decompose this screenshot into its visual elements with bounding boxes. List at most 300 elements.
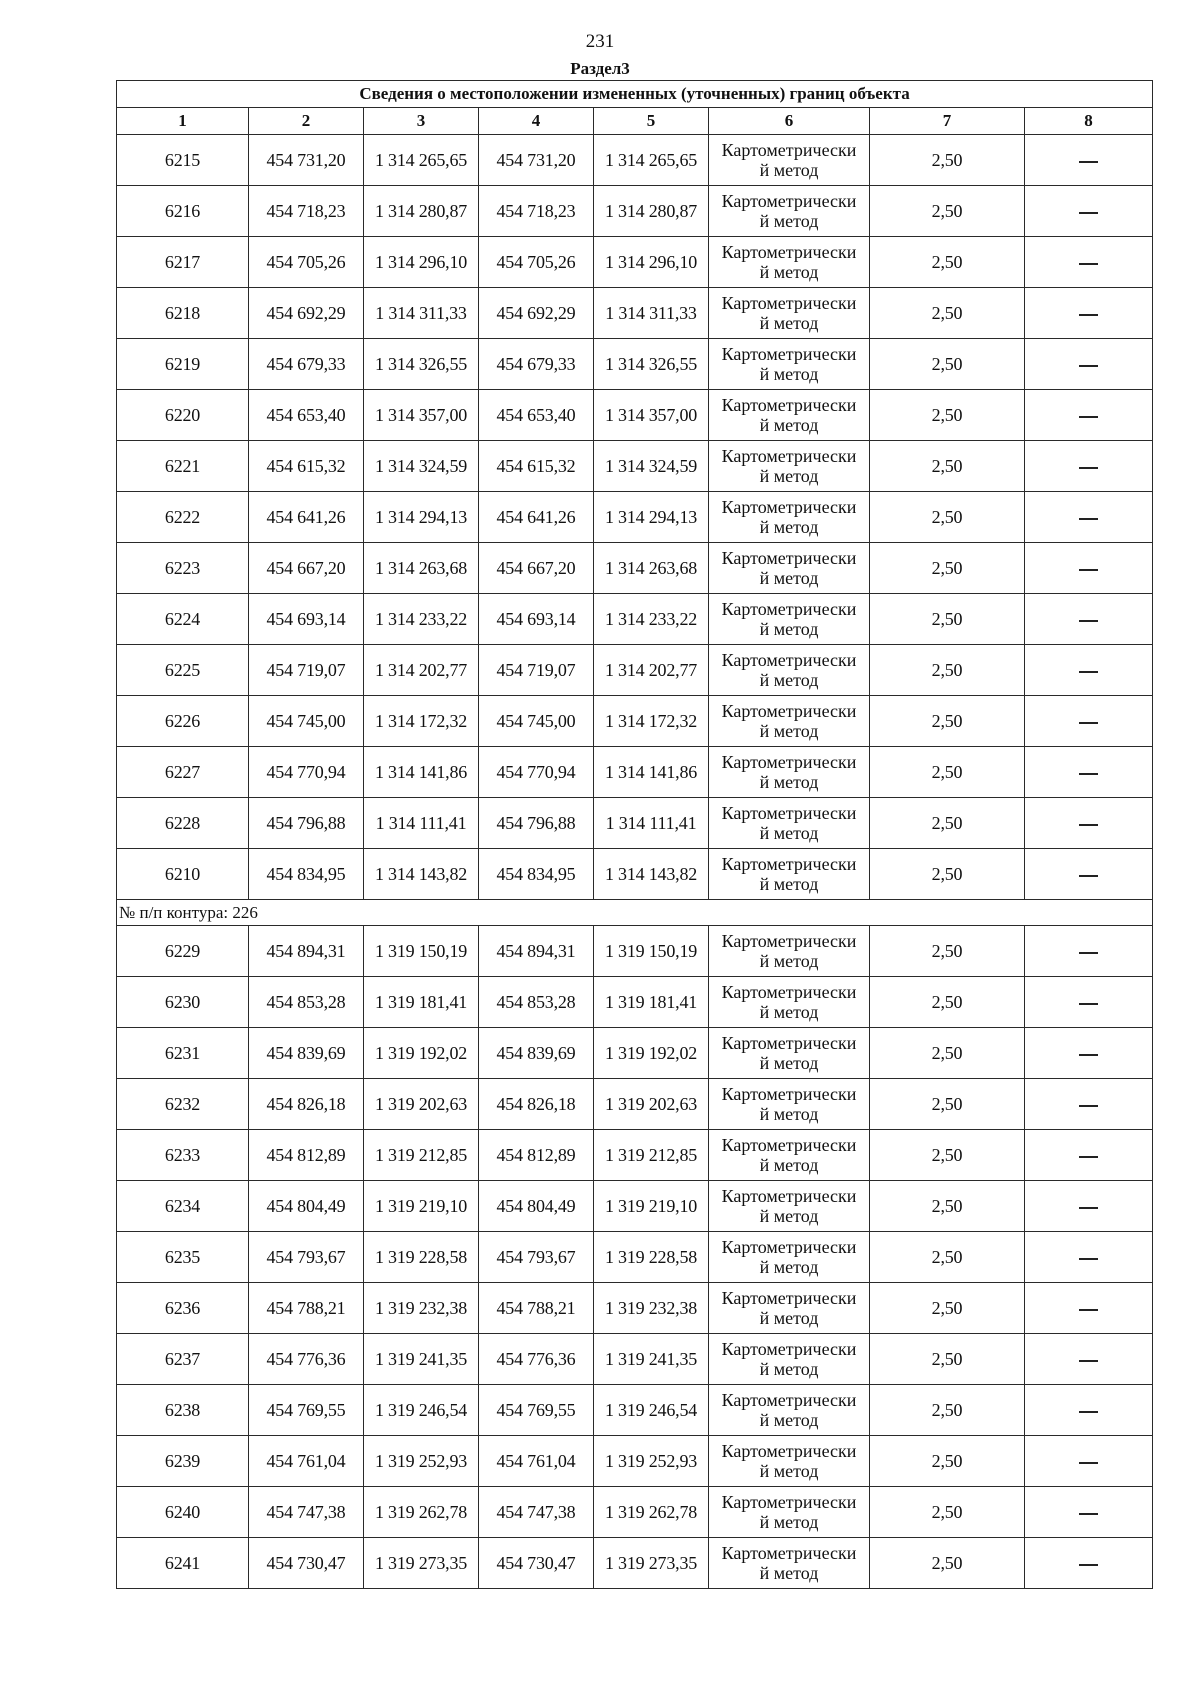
y-coordinate-existing: 1 319 246,54: [364, 1385, 479, 1436]
method-line-1: Картометрически: [721, 803, 857, 823]
method-line-2: й метод: [759, 1053, 819, 1073]
point-number: 6228: [117, 798, 249, 849]
x-coordinate-existing: 454 770,94: [249, 747, 364, 798]
determination-method: [709, 492, 870, 543]
method-line-1: Картометрически: [721, 497, 857, 517]
accuracy-value: 2,50: [870, 747, 1025, 798]
determination-method: [709, 1232, 870, 1283]
method-line-2: й метод: [759, 721, 819, 741]
y-coordinate-existing: 1 319 150,19: [364, 926, 479, 977]
y-coordinate-refined: 1 319 246,54: [594, 1385, 709, 1436]
x-coordinate-existing: 454 653,40: [249, 390, 364, 441]
dash-mark: [1079, 569, 1098, 570]
table-caption: Сведения о местоположении измененных (уточненных) границ объекта: [117, 81, 1153, 108]
dash-mark: [1079, 1156, 1098, 1157]
accuracy-value: 2,50: [870, 1436, 1025, 1487]
description: [1025, 492, 1153, 543]
section-title: Раздел3: [570, 59, 630, 78]
point-number: 6226: [117, 696, 249, 747]
dash-mark: [1079, 671, 1098, 672]
x-coordinate-existing: 454 834,95: [249, 849, 364, 900]
accuracy-value: 2,50: [870, 594, 1025, 645]
column-number: 4: [479, 108, 594, 135]
y-coordinate-refined: 1 314 311,33: [594, 288, 709, 339]
method-line-1: Картометрически: [721, 701, 857, 721]
dash-mark: [1079, 1258, 1098, 1259]
point-number: 6239: [117, 1436, 249, 1487]
determination-method: [709, 390, 870, 441]
y-coordinate-existing: 1 319 219,10: [364, 1181, 479, 1232]
y-coordinate-refined: 1 319 252,93: [594, 1436, 709, 1487]
x-coordinate-refined: 454 730,47: [479, 1538, 594, 1589]
description: [1025, 1385, 1153, 1436]
table-row: [117, 1232, 1153, 1283]
dash-mark: [1079, 1411, 1098, 1412]
accuracy-value: 2,50: [870, 977, 1025, 1028]
table-row: [117, 1283, 1153, 1334]
method-line-2: й метод: [759, 1308, 819, 1328]
table-row: [117, 594, 1153, 645]
x-coordinate-existing: 454 769,55: [249, 1385, 364, 1436]
determination-method: [709, 441, 870, 492]
point-number: 6219: [117, 339, 249, 390]
y-coordinate-existing: 1 314 296,10: [364, 237, 479, 288]
x-coordinate-refined: 454 641,26: [479, 492, 594, 543]
x-coordinate-existing: 454 641,26: [249, 492, 364, 543]
dash-mark: [1079, 1462, 1098, 1463]
method-line-2: й метод: [759, 823, 819, 843]
method-line-1: Картометрически: [721, 191, 857, 211]
method-line-1: Картометрически: [721, 982, 857, 1002]
determination-method: [709, 645, 870, 696]
determination-method: [709, 594, 870, 645]
y-coordinate-refined: 1 314 280,87: [594, 186, 709, 237]
determination-method: [709, 1283, 870, 1334]
table-row: [117, 798, 1153, 849]
point-number: 6217: [117, 237, 249, 288]
x-coordinate-existing: 454 853,28: [249, 977, 364, 1028]
x-coordinate-existing: 454 679,33: [249, 339, 364, 390]
dash-mark: [1079, 1564, 1098, 1565]
point-number: 6240: [117, 1487, 249, 1538]
y-coordinate-refined: 1 319 150,19: [594, 926, 709, 977]
y-coordinate-existing: 1 319 192,02: [364, 1028, 479, 1079]
dash-mark: [1079, 212, 1098, 213]
point-number: 6218: [117, 288, 249, 339]
contour-row: [117, 900, 1153, 926]
description: [1025, 339, 1153, 390]
table-row: [117, 1079, 1153, 1130]
determination-method: [709, 1079, 870, 1130]
table-row: [117, 747, 1153, 798]
determination-method: [709, 1181, 870, 1232]
method-line-1: Картометрически: [721, 599, 857, 619]
dash-mark: [1079, 1207, 1098, 1208]
point-number: 6234: [117, 1181, 249, 1232]
accuracy-value: 2,50: [870, 441, 1025, 492]
y-coordinate-existing: 1 319 241,35: [364, 1334, 479, 1385]
description: [1025, 1028, 1153, 1079]
y-coordinate-existing: 1 319 212,85: [364, 1130, 479, 1181]
method-line-2: й метод: [759, 772, 819, 792]
description: [1025, 1487, 1153, 1538]
y-coordinate-existing: 1 314 311,33: [364, 288, 479, 339]
determination-method: [709, 543, 870, 594]
point-number: 6231: [117, 1028, 249, 1079]
x-coordinate-existing: 454 718,23: [249, 186, 364, 237]
table-row: [117, 1487, 1153, 1538]
point-number: 6220: [117, 390, 249, 441]
accuracy-value: 2,50: [870, 849, 1025, 900]
determination-method: [709, 1487, 870, 1538]
point-number: 6237: [117, 1334, 249, 1385]
description: [1025, 849, 1153, 900]
determination-method: [709, 1436, 870, 1487]
dash-mark: [1079, 952, 1098, 953]
x-coordinate-refined: 454 761,04: [479, 1436, 594, 1487]
point-number: 6216: [117, 186, 249, 237]
x-coordinate-existing: 454 788,21: [249, 1283, 364, 1334]
method-line-2: й метод: [759, 619, 819, 639]
x-coordinate-refined: 454 718,23: [479, 186, 594, 237]
x-coordinate-existing: 454 839,69: [249, 1028, 364, 1079]
point-number: 6225: [117, 645, 249, 696]
y-coordinate-refined: 1 314 111,41: [594, 798, 709, 849]
table-row: [117, 926, 1153, 977]
point-number: 6210: [117, 849, 249, 900]
method-line-2: й метод: [759, 160, 819, 180]
y-coordinate-existing: 1 314 265,65: [364, 135, 479, 186]
method-line-2: й метод: [759, 1512, 819, 1532]
y-coordinate-existing: 1 314 280,87: [364, 186, 479, 237]
y-coordinate-refined: 1 314 296,10: [594, 237, 709, 288]
method-line-1: Картометрически: [721, 1084, 857, 1104]
method-line-1: Картометрически: [721, 931, 857, 951]
table-row: [117, 1181, 1153, 1232]
y-coordinate-refined: 1 314 265,65: [594, 135, 709, 186]
method-line-2: й метод: [759, 517, 819, 537]
y-coordinate-refined: 1 314 233,22: [594, 594, 709, 645]
y-coordinate-refined: 1 319 202,63: [594, 1079, 709, 1130]
y-coordinate-refined: 1 319 212,85: [594, 1130, 709, 1181]
description: [1025, 977, 1153, 1028]
method-line-2: й метод: [759, 670, 819, 690]
point-number: 6232: [117, 1079, 249, 1130]
accuracy-value: 2,50: [870, 186, 1025, 237]
y-coordinate-existing: 1 314 202,77: [364, 645, 479, 696]
method-line-2: й метод: [759, 211, 819, 231]
x-coordinate-existing: 454 894,31: [249, 926, 364, 977]
x-coordinate-refined: 454 834,95: [479, 849, 594, 900]
description: [1025, 798, 1153, 849]
accuracy-value: 2,50: [870, 1079, 1025, 1130]
dash-mark: [1079, 467, 1098, 468]
point-number: 6241: [117, 1538, 249, 1589]
dash-mark: [1079, 722, 1098, 723]
method-line-1: Картометрически: [721, 395, 857, 415]
accuracy-value: 2,50: [870, 1181, 1025, 1232]
point-number: 6236: [117, 1283, 249, 1334]
determination-method: [709, 977, 870, 1028]
description: [1025, 288, 1153, 339]
y-coordinate-refined: 1 319 181,41: [594, 977, 709, 1028]
description: [1025, 645, 1153, 696]
description: [1025, 1283, 1153, 1334]
method-line-2: й метод: [759, 951, 819, 971]
y-coordinate-existing: 1 314 324,59: [364, 441, 479, 492]
dash-mark: [1079, 314, 1098, 315]
x-coordinate-refined: 454 692,29: [479, 288, 594, 339]
column-number: 6: [709, 108, 870, 135]
determination-method: [709, 135, 870, 186]
accuracy-value: 2,50: [870, 288, 1025, 339]
determination-method: [709, 339, 870, 390]
x-coordinate-existing: 454 615,32: [249, 441, 364, 492]
point-number: 6230: [117, 977, 249, 1028]
x-coordinate-existing: 454 776,36: [249, 1334, 364, 1385]
accuracy-value: 2,50: [870, 798, 1025, 849]
y-coordinate-refined: 1 314 172,32: [594, 696, 709, 747]
contour-separator: [117, 900, 1153, 926]
x-coordinate-refined: 454 731,20: [479, 135, 594, 186]
y-coordinate-refined: 1 314 143,82: [594, 849, 709, 900]
dash-mark: [1079, 1309, 1098, 1310]
table-row: [117, 696, 1153, 747]
table-row: [117, 1334, 1153, 1385]
description: [1025, 926, 1153, 977]
point-number: 6222: [117, 492, 249, 543]
y-coordinate-refined: 1 319 228,58: [594, 1232, 709, 1283]
y-coordinate-refined: 1 319 262,78: [594, 1487, 709, 1538]
y-coordinate-refined: 1 314 324,59: [594, 441, 709, 492]
dash-mark: [1079, 1105, 1098, 1106]
determination-method: [709, 747, 870, 798]
coordinates-table: [116, 80, 1153, 1589]
method-line-2: й метод: [759, 466, 819, 486]
method-line-1: Картометрически: [721, 242, 857, 262]
dash-mark: [1079, 620, 1098, 621]
method-line-2: й метод: [759, 1002, 819, 1022]
method-line-1: Картометрически: [721, 1441, 857, 1461]
x-coordinate-existing: 454 745,00: [249, 696, 364, 747]
y-coordinate-existing: 1 319 262,78: [364, 1487, 479, 1538]
accuracy-value: 2,50: [870, 645, 1025, 696]
method-line-1: Картометрически: [721, 1543, 857, 1563]
table-row: [117, 135, 1153, 186]
point-number: 6233: [117, 1130, 249, 1181]
method-line-1: Картометрически: [721, 1492, 857, 1512]
page-number: 231: [585, 31, 615, 52]
dash-mark: [1079, 1360, 1098, 1361]
x-coordinate-refined: 454 793,67: [479, 1232, 594, 1283]
x-coordinate-refined: 454 745,00: [479, 696, 594, 747]
x-coordinate-refined: 454 615,32: [479, 441, 594, 492]
y-coordinate-existing: 1 319 181,41: [364, 977, 479, 1028]
x-coordinate-existing: 454 705,26: [249, 237, 364, 288]
description: [1025, 441, 1153, 492]
method-line-1: Картометрически: [721, 446, 857, 466]
x-coordinate-refined: 454 826,18: [479, 1079, 594, 1130]
table-row: [117, 849, 1153, 900]
accuracy-value: 2,50: [870, 1130, 1025, 1181]
column-number: 1: [117, 108, 249, 135]
x-coordinate-refined: 454 804,49: [479, 1181, 594, 1232]
x-coordinate-existing: 454 693,14: [249, 594, 364, 645]
description: [1025, 1334, 1153, 1385]
dash-mark: [1079, 875, 1098, 876]
x-coordinate-existing: 454 812,89: [249, 1130, 364, 1181]
method-line-2: й метод: [759, 1104, 819, 1124]
table-row: [117, 339, 1153, 390]
x-coordinate-refined: 454 679,33: [479, 339, 594, 390]
method-line-1: Картометрически: [721, 548, 857, 568]
column-number: 3: [364, 108, 479, 135]
method-line-2: й метод: [759, 1155, 819, 1175]
method-line-1: Картометрически: [721, 1135, 857, 1155]
point-number: 6235: [117, 1232, 249, 1283]
table-row: [117, 543, 1153, 594]
method-line-1: Картометрически: [721, 140, 857, 160]
y-coordinate-existing: 1 319 232,38: [364, 1283, 479, 1334]
x-coordinate-existing: 454 804,49: [249, 1181, 364, 1232]
method-line-2: й метод: [759, 1410, 819, 1430]
dash-mark: [1079, 1054, 1098, 1055]
x-coordinate-refined: 454 693,14: [479, 594, 594, 645]
y-coordinate-refined: 1 314 263,68: [594, 543, 709, 594]
y-coordinate-refined: 1 314 202,77: [594, 645, 709, 696]
method-line-2: й метод: [759, 568, 819, 588]
description: [1025, 135, 1153, 186]
method-line-1: Картометрически: [721, 854, 857, 874]
y-coordinate-refined: 1 319 273,35: [594, 1538, 709, 1589]
determination-method: [709, 798, 870, 849]
method-line-2: й метод: [759, 1257, 819, 1277]
point-number: 6224: [117, 594, 249, 645]
dash-mark: [1079, 1003, 1098, 1004]
determination-method: [709, 696, 870, 747]
accuracy-value: 2,50: [870, 543, 1025, 594]
dash-mark: [1079, 263, 1098, 264]
point-number: 6238: [117, 1385, 249, 1436]
accuracy-value: 2,50: [870, 1334, 1025, 1385]
dash-mark: [1079, 773, 1098, 774]
x-coordinate-refined: 454 667,20: [479, 543, 594, 594]
method-line-1: Картометрически: [721, 344, 857, 364]
accuracy-value: 2,50: [870, 1487, 1025, 1538]
x-coordinate-existing: 454 667,20: [249, 543, 364, 594]
method-line-1: Картометрически: [721, 1186, 857, 1206]
accuracy-value: 2,50: [870, 1385, 1025, 1436]
point-number: 6223: [117, 543, 249, 594]
table-body-contour-226: [117, 926, 1153, 1589]
x-coordinate-existing: 454 826,18: [249, 1079, 364, 1130]
table-row: [117, 441, 1153, 492]
x-coordinate-refined: 454 770,94: [479, 747, 594, 798]
determination-method: [709, 288, 870, 339]
y-coordinate-refined: 1 314 357,00: [594, 390, 709, 441]
y-coordinate-refined: 1 319 192,02: [594, 1028, 709, 1079]
y-coordinate-existing: 1 314 263,68: [364, 543, 479, 594]
table-row: [117, 1538, 1153, 1589]
table-row: [117, 288, 1153, 339]
method-line-1: Картометрически: [721, 752, 857, 772]
method-line-2: й метод: [759, 364, 819, 384]
table-row: [117, 645, 1153, 696]
x-coordinate-refined: 454 839,69: [479, 1028, 594, 1079]
description: [1025, 1538, 1153, 1589]
y-coordinate-refined: 1 314 141,86: [594, 747, 709, 798]
column-number: 7: [870, 108, 1025, 135]
accuracy-value: 2,50: [870, 1538, 1025, 1589]
y-coordinate-existing: 1 314 357,00: [364, 390, 479, 441]
description: [1025, 1181, 1153, 1232]
table-row: [117, 1028, 1153, 1079]
x-coordinate-existing: 454 692,29: [249, 288, 364, 339]
description: [1025, 1130, 1153, 1181]
accuracy-value: 2,50: [870, 492, 1025, 543]
table-row: [117, 1130, 1153, 1181]
y-coordinate-refined: 1 319 219,10: [594, 1181, 709, 1232]
y-coordinate-existing: 1 314 326,55: [364, 339, 479, 390]
method-line-1: Картометрически: [721, 1339, 857, 1359]
x-coordinate-refined: 454 894,31: [479, 926, 594, 977]
description: [1025, 696, 1153, 747]
x-coordinate-refined: 454 796,88: [479, 798, 594, 849]
description: [1025, 747, 1153, 798]
column-number: 5: [594, 108, 709, 135]
x-coordinate-refined: 454 853,28: [479, 977, 594, 1028]
description: [1025, 1232, 1153, 1283]
method-line-2: й метод: [759, 1461, 819, 1481]
determination-method: [709, 1130, 870, 1181]
method-line-2: й метод: [759, 262, 819, 282]
accuracy-value: 2,50: [870, 1283, 1025, 1334]
description: [1025, 594, 1153, 645]
y-coordinate-existing: 1 319 202,63: [364, 1079, 479, 1130]
y-coordinate-refined: 1 319 232,38: [594, 1283, 709, 1334]
x-coordinate-existing: 454 796,88: [249, 798, 364, 849]
point-number: 6221: [117, 441, 249, 492]
y-coordinate-existing: 1 314 172,32: [364, 696, 479, 747]
point-number: 6227: [117, 747, 249, 798]
dash-mark: [1079, 824, 1098, 825]
method-line-1: Картометрически: [721, 293, 857, 313]
y-coordinate-existing: 1 314 111,41: [364, 798, 479, 849]
x-coordinate-refined: 454 705,26: [479, 237, 594, 288]
point-number: 6215: [117, 135, 249, 186]
method-line-1: Картометрически: [721, 1033, 857, 1053]
x-coordinate-refined: 454 812,89: [479, 1130, 594, 1181]
method-line-2: й метод: [759, 415, 819, 435]
dash-mark: [1079, 518, 1098, 519]
table-row: [117, 186, 1153, 237]
determination-method: [709, 186, 870, 237]
x-coordinate-refined: 454 653,40: [479, 390, 594, 441]
accuracy-value: 2,50: [870, 390, 1025, 441]
x-coordinate-existing: 454 761,04: [249, 1436, 364, 1487]
x-coordinate-refined: 454 769,55: [479, 1385, 594, 1436]
method-line-1: Картометрически: [721, 1390, 857, 1410]
determination-method: [709, 1538, 870, 1589]
column-number: 8: [1025, 108, 1153, 135]
accuracy-value: 2,50: [870, 1028, 1025, 1079]
description: [1025, 186, 1153, 237]
determination-method: [709, 1028, 870, 1079]
y-coordinate-refined: 1 319 241,35: [594, 1334, 709, 1385]
y-coordinate-existing: 1 314 141,86: [364, 747, 479, 798]
method-line-2: й метод: [759, 874, 819, 894]
y-coordinate-refined: 1 314 294,13: [594, 492, 709, 543]
